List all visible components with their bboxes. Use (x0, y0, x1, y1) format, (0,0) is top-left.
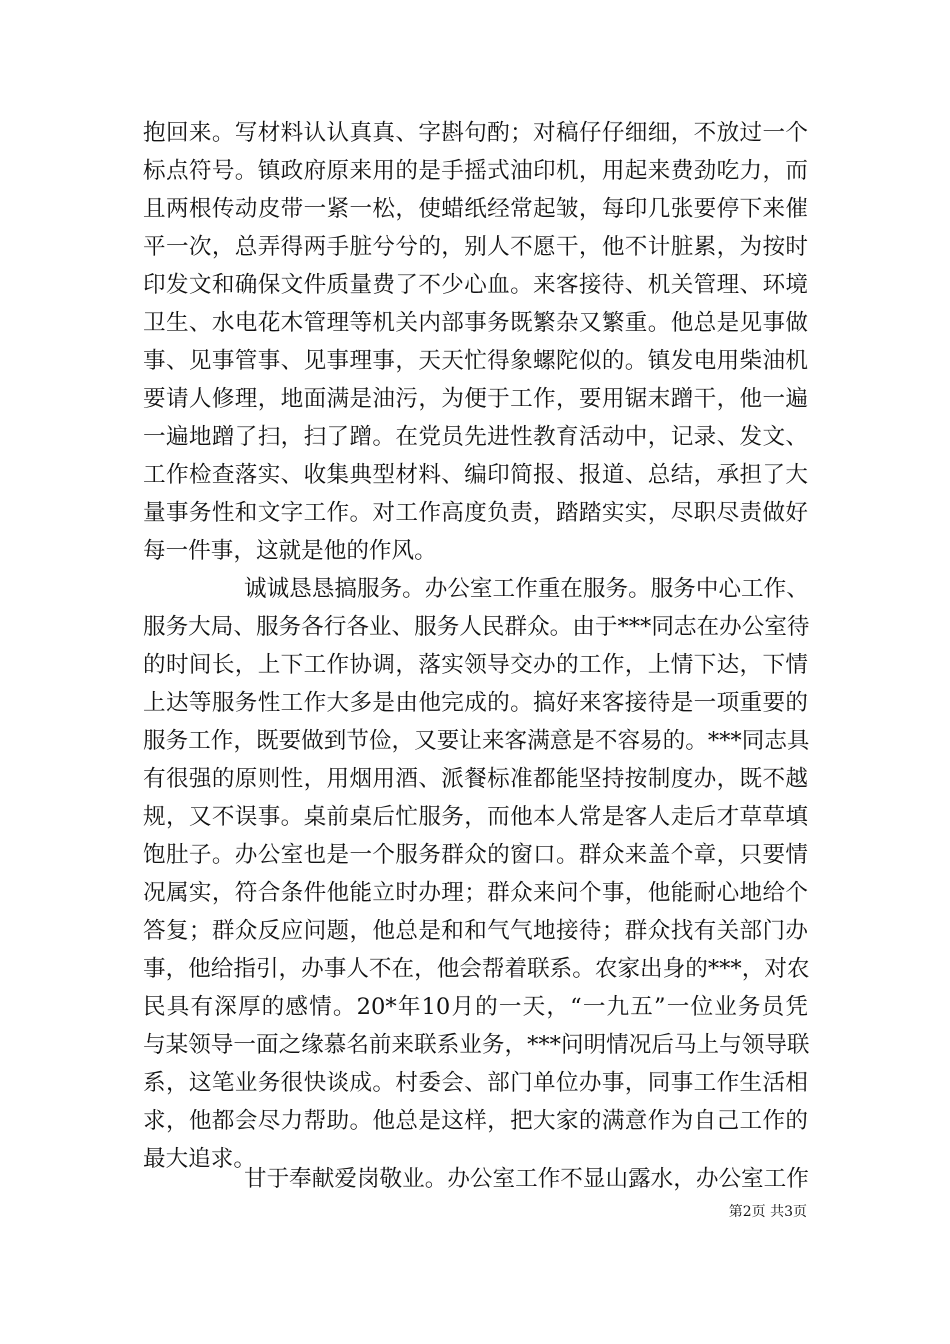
text-line: 服务工作，既要做到节俭，又要让来客满意是不容易的。***同志具 (143, 728, 810, 754)
text-line: 况属实，符合条件他能立时办理；群众来问个事，他能耐心地给个 (143, 880, 808, 906)
text-line: 服务大局、服务各行各业、服务人民群众。由于***同志在办公室待 (143, 614, 810, 640)
paragraph-heading-line: 甘于奉献爱岗敬业。办公室工作不显山露水，办公室工作 (244, 1166, 809, 1192)
text-line: 求，他都会尽力帮助。他总是这样，把大家的满意作为自己工作的 (143, 1108, 808, 1134)
text-line: 民具有深厚的感情。20*年10月的一天，“一九五”一位业务员凭 (143, 994, 808, 1020)
text-line: 标点符号。镇政府原来用的是手摇式油印机，用起来费劲吃力，而 (143, 158, 808, 184)
text-line: 有很强的原则性，用烟用酒、派餐标准都能坚持按制度办，既不越 (143, 766, 808, 792)
text-line: 饱肚子。办公室也是一个服务群众的窗口。群众来盖个章，只要情 (143, 842, 808, 868)
text-line: 最大追求。 (143, 1146, 256, 1172)
text-line: 每一件事，这就是他的作风。 (143, 538, 437, 564)
text-line: 抱回来。写材料认认真真、字斟句酌；对稿仔仔细细，不放过一个 (143, 120, 808, 146)
text-line: 答复；群众反应问题，他总是和和气气地接待；群众找有关部门办 (143, 918, 808, 944)
text-line: 工作检查落实、收集典型材料、编印简报、报道、总结，承担了大 (143, 462, 808, 488)
text-line: 上达等服务性工作大多是由他完成的。搞好来客接待是一项重要的 (143, 690, 808, 716)
text-line: 规，又不误事。桌前桌后忙服务，而他本人常是客人走后才草草填 (143, 804, 808, 830)
text-line: 的时间长，上下工作协调，落实领导交办的工作，上情下达，下情 (143, 652, 808, 678)
text-line: 与某领导一面之缘慕名前来联系业务，***问明情况后马上与领导联 (143, 1032, 810, 1058)
page-footer: 第2页 共3页 (728, 1204, 807, 1220)
text-line: 一遍地蹭了扫，扫了蹭。在党员先进性教育活动中，记录、发文、 (143, 424, 808, 450)
text-line: 事、见事管事、见事理事，天天忙得象螺陀似的。镇发电用柴油机 (143, 348, 808, 374)
text-line: 印发文和确保文件质量费了不少心血。来客接待、机关管理、环境 (143, 272, 808, 298)
text-line: 且两根传动皮带一紧一松，使蜡纸经常起皱，每印几张要停下来催 (143, 196, 808, 222)
text-line: 系，这笔业务很快谈成。村委会、部门单位办事，同事工作生活相 (143, 1070, 808, 1096)
paragraph-heading-line: 诚诚恳恳搞服务。办公室工作重在服务。服务中心工作、 (244, 576, 809, 602)
text-line: 平一次，总弄得两手脏兮兮的，别人不愿干，他不计脏累，为按时 (143, 234, 808, 260)
text-line: 要请人修理，地面满是油污，为便于工作，要用锯末蹭干，他一遍 (143, 386, 808, 412)
text-line: 事，他给指引，办事人不在，他会帮着联系。农家出身的***，对农 (143, 956, 810, 982)
text-line: 量事务性和文字工作。对工作高度负责，踏踏实实，尽职尽责做好 (143, 500, 808, 526)
text-line: 卫生、水电花木管理等机关内部事务既繁杂又繁重。他总是见事做 (143, 310, 808, 336)
